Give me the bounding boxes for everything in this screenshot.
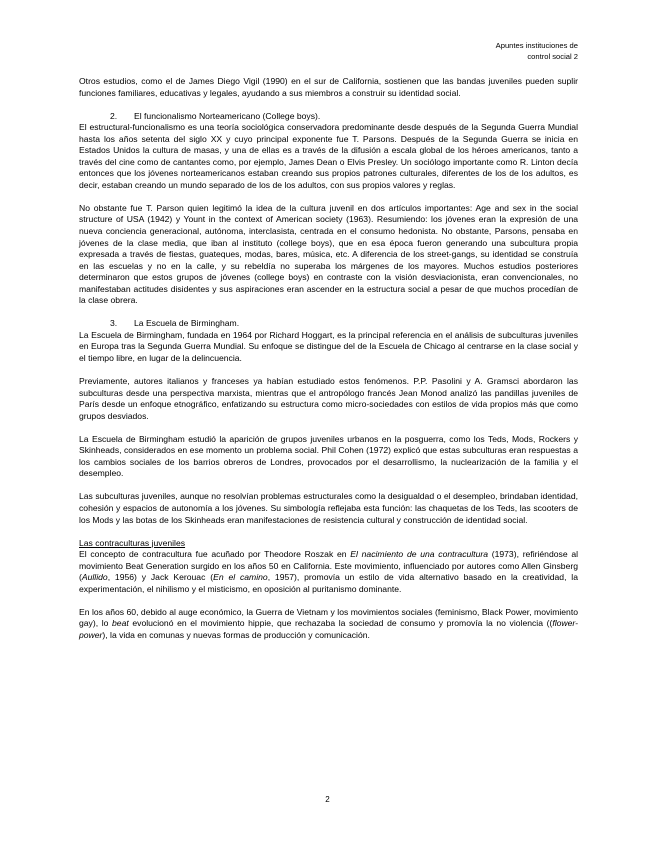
- paragraph-birmingham: La Escuela de Birmingham, fundada en 1964 por Richard Hoggart, es la principal referencia en el análisis de subculturas juveniles en Europa tras la Segunda Guerra Mundial. Su enfoque se distingue del de la Escuela de Chicago al centrarse en la clase social y el tiempo libre, en lugar de la delincuencia.: [79, 329, 578, 363]
- italic-term: beat: [112, 618, 129, 629]
- header-line-1: Apuntes instituciones de: [495, 41, 578, 50]
- section-heading-funcionalismo: [79, 111, 578, 123]
- paragraph-funcionalismo: El estructural-funcionalismo es una teoría sociológica conservadora predominante desde después de la Segunda Guerra Mundial hasta los años setenta del siglo XX y cuyo principal exponente fue T. Parsons. Después de la Segunda Guerra se inicia en Estados Unidos la cultura de masas, y una de ellas es a través de la difusión a escala global de los héroes americanos, tanto a través del cine como de cantantes como, por ejemplo, James Dean o Elvis Presley. Un sociólogo importante como R. Linton decía entonces que los jóvenes norteamericanos estaban creando sus propios patrones culturales, diferentes de los de los adultos, es decir, estaban creando un mundo separado de los de los adultos, con sus propios valores y reglas.: [79, 122, 578, 190]
- italic-term: flower-power: [79, 618, 578, 640]
- section-number: 3.: [110, 318, 118, 329]
- section-heading-contraculturas: [79, 538, 578, 550]
- header-line-2: control social 2: [527, 51, 578, 61]
- paragraph-grupos-urbanos: La Escuela de Birmingham estudió la aparición de grupos juveniles urbanos en la posguerra, como los Teds, Mods, Rockers y Skinheads, considerados en ese momento un problema social. Phil Cohen (1972) explicó que estas subculturas eran respuestas a los cambios sociales de los barrios obreros de Londres, provocados por el desarrollismo, la nuclearización de la familia y el desempleo.: [79, 433, 578, 479]
- text-run: ), la vida en comunas y nuevas formas de producción y comunicación.: [102, 629, 370, 640]
- paragraph-roszak: [79, 549, 578, 595]
- paragraph-vigil: Otros estudios, como el de James Diego Vigil (1990) en el sur de California, sostienen que las bandas juveniles pueden suplir funciones familiares, educativas y legales, ayudando a sus miembros a construir su identidad social.: [79, 76, 578, 98]
- paragraph-previamente: Previamente, autores italianos y franceses ya habían estudiado estos fenómenos. P.P. Pasolini y A. Gramsci abordaron las subculturas desde una perspectiva marxista, mientras que el antropólogo francés Jean Monod analizó las pandillas juveniles de París desde un enfoque etnográfico, enfatizando su estructura como micro-sociedades con estilos de vida propios más que como grupos desviados.: [79, 376, 578, 421]
- text-run: evolucionó en el movimiento hippie, que rechazaba la sociedad de consumo y promovía la no violencia (: [128, 618, 550, 629]
- page-number: 2: [325, 795, 330, 804]
- text-run: En los años 60, debido al auge económico, la Guerra de Vietnam y los movimientos sociales (feminismo, Black Power, movimiento gay), lo: [79, 606, 578, 629]
- paragraph-subculturas: Las subculturas juveniles, aunque no resolvían problemas estructurales como la desigualdad o el desempleo, brindaban identidad, cohesión y espacios de autonomía a los jóvenes. Su simbología reflejaba esta función: las chaquetas de los Teds, las scooters de los Mods y las botas de los Skinheads eran manifestaciones de resistencia cultural y construcción de identidad social.: [79, 491, 578, 525]
- text-run: (1973), refiriéndose al movimiento Beat Generation surgido en los años 50 en California. Este movimiento, influenciado por autores como Allen Ginsberg (: [79, 549, 579, 583]
- paragraph-parsons: No obstante fue T. Parson quien legitimó la idea de la cultura juvenil en dos artículos importantes: Age and sex in the social structure of USA (1942) y Yount in the context of American society (1963). Resumiendo: los jóvenes eran la expresión de una nueva conciencia generacional, autónoma, interclasista, centrada en el consumo hedonista. No obstante, Parsons, pensaba en jóvenes de la clase media, que iban al instituto (college boys), que en esa época fueron generando una subcultura propia expresada a través de fiestas, guateques, modas, bares, música, etc. A diferencia de los street-gangs, su identidad se construía en las escuelas y no en la calle, y su rebeldía no superaba los márgenes de los mayores. Muchos estudios posteriores determinaron que estos grupos de jóvenes (college boys) en contraste con la visión desviacionista, eran convencionales, no manifestaban actitudes disidentes y sus aspiraciones eran ascender en la estructura social a pesar de que muchos procedían de la clase obrera.: [79, 202, 578, 306]
- book-title: El nacimiento de una contracultura: [350, 549, 488, 560]
- section-heading-birmingham: [79, 318, 578, 330]
- document-body: [79, 76, 578, 641]
- underlined-heading: Las contraculturas juveniles: [79, 537, 186, 548]
- section-title: El funcionalismo Norteamericano (College boys).: [134, 110, 321, 121]
- text-run: , 1957), promovía un estilo de vida alternativo basado en la creatividad, la experimentación, el nihilismo y el misticismo, en oposición al puritanismo dominante.: [79, 572, 578, 594]
- section-title: La Escuela de Birmingham.: [134, 318, 240, 329]
- page-header: [496, 41, 578, 62]
- paragraph-anos-60: En los años 60, debido al auge económico, la Guerra de Vietnam y los movimientos sociales (feminismo, Black Power, movimiento gay), lo beat evolucionó en el movimiento hippie, que rechazaba la sociedad de consumo y promovía la no violencia ((flower-power), la vida en comunas y nuevas formas de producción y comunicación.: [79, 606, 578, 640]
- book-title: En el camino: [213, 572, 268, 583]
- section-number: 2.: [110, 110, 118, 121]
- text-run: El concepto de contracultura fue acuñado por Theodore Roszak en: [79, 549, 351, 560]
- book-title: Aullido: [81, 572, 108, 583]
- text-run: , 1956) y Jack Kerouac (: [107, 572, 214, 583]
